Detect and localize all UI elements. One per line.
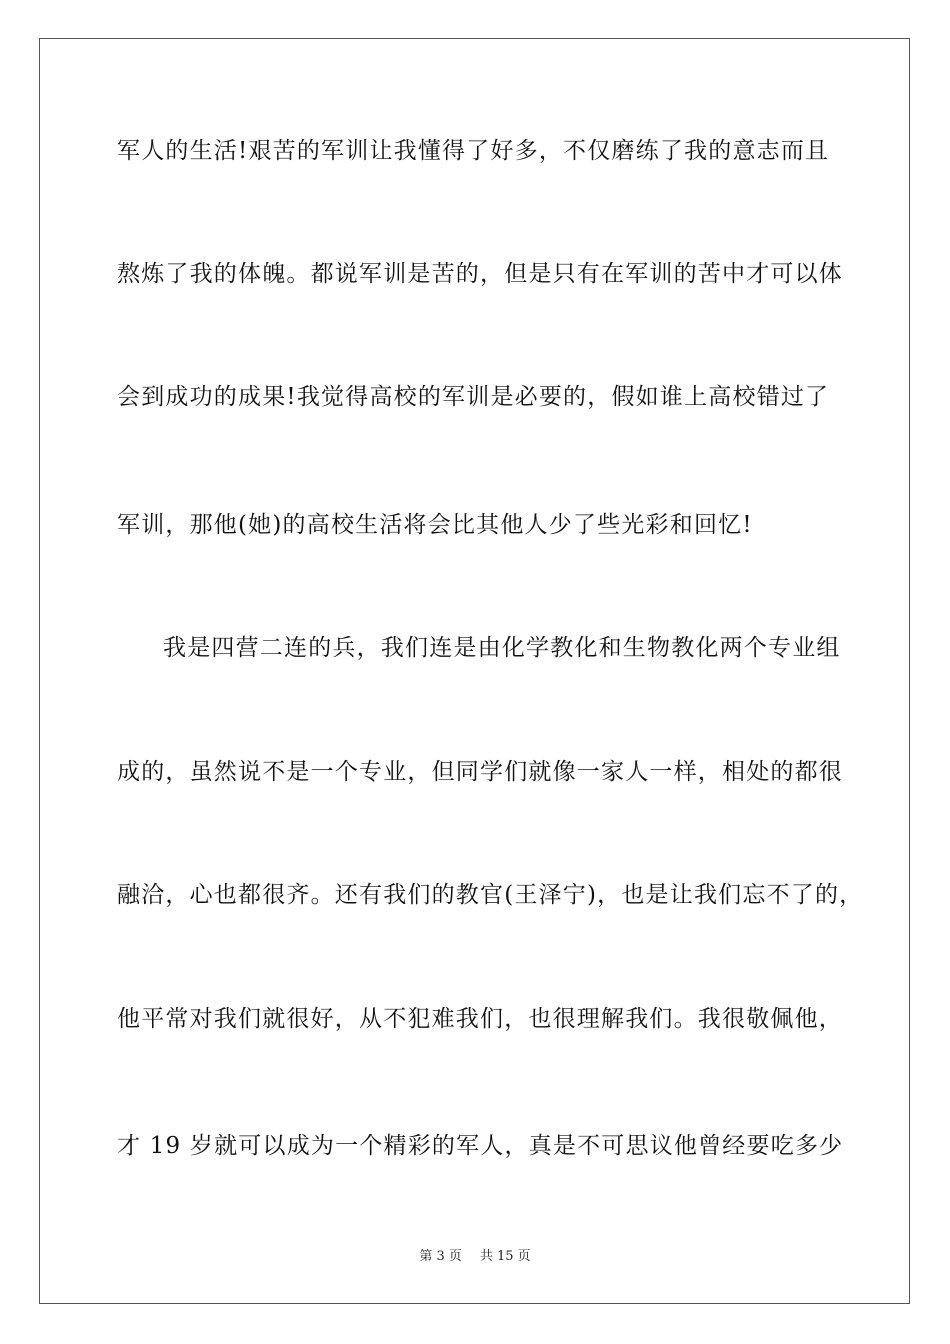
text-line-6: 成的，虽然说不是一个专业，但同学们就像一家人一样，相处的都很 (117, 759, 843, 785)
total-pages: 共 15 页 (479, 1249, 531, 1264)
page-number: 第 3 页 (419, 1249, 462, 1264)
text-line-7: 融洽，心也都很齐。还有我们的教官(王泽宁)，也是让我们忘不了的， (117, 882, 864, 908)
text-line-2: 熬炼了我的体魄。都说军训是苦的，但是只有在军训的苦中才可以体 (117, 261, 843, 287)
text-line-1: 军人的生活!艰苦的军训让我懂得了好多，不仅磨练了我的意志而且 (117, 138, 830, 164)
page-footer (0, 1248, 950, 1266)
text-line-9: 才 19 岁就可以成为一个精彩的军人，真是不可思议他曾经要吃多少 (117, 1133, 844, 1159)
text-line-4: 军训，那他(她)的高校生活将会比其他人少了些光彩和回忆! (117, 512, 753, 538)
text-line-8: 他平常对我们就很好，从不犯难我们，也很理解我们。我很敬佩他， (117, 1006, 843, 1032)
page-border (39, 38, 910, 1304)
text-line-3: 会到成功的成果!我觉得高校的军训是必要的，假如谁上高校错过了 (117, 384, 830, 410)
text-line-5-paragraph-start: 我是四营二连的兵，我们连是由化学教化和生物教化两个专业组 (163, 635, 841, 661)
